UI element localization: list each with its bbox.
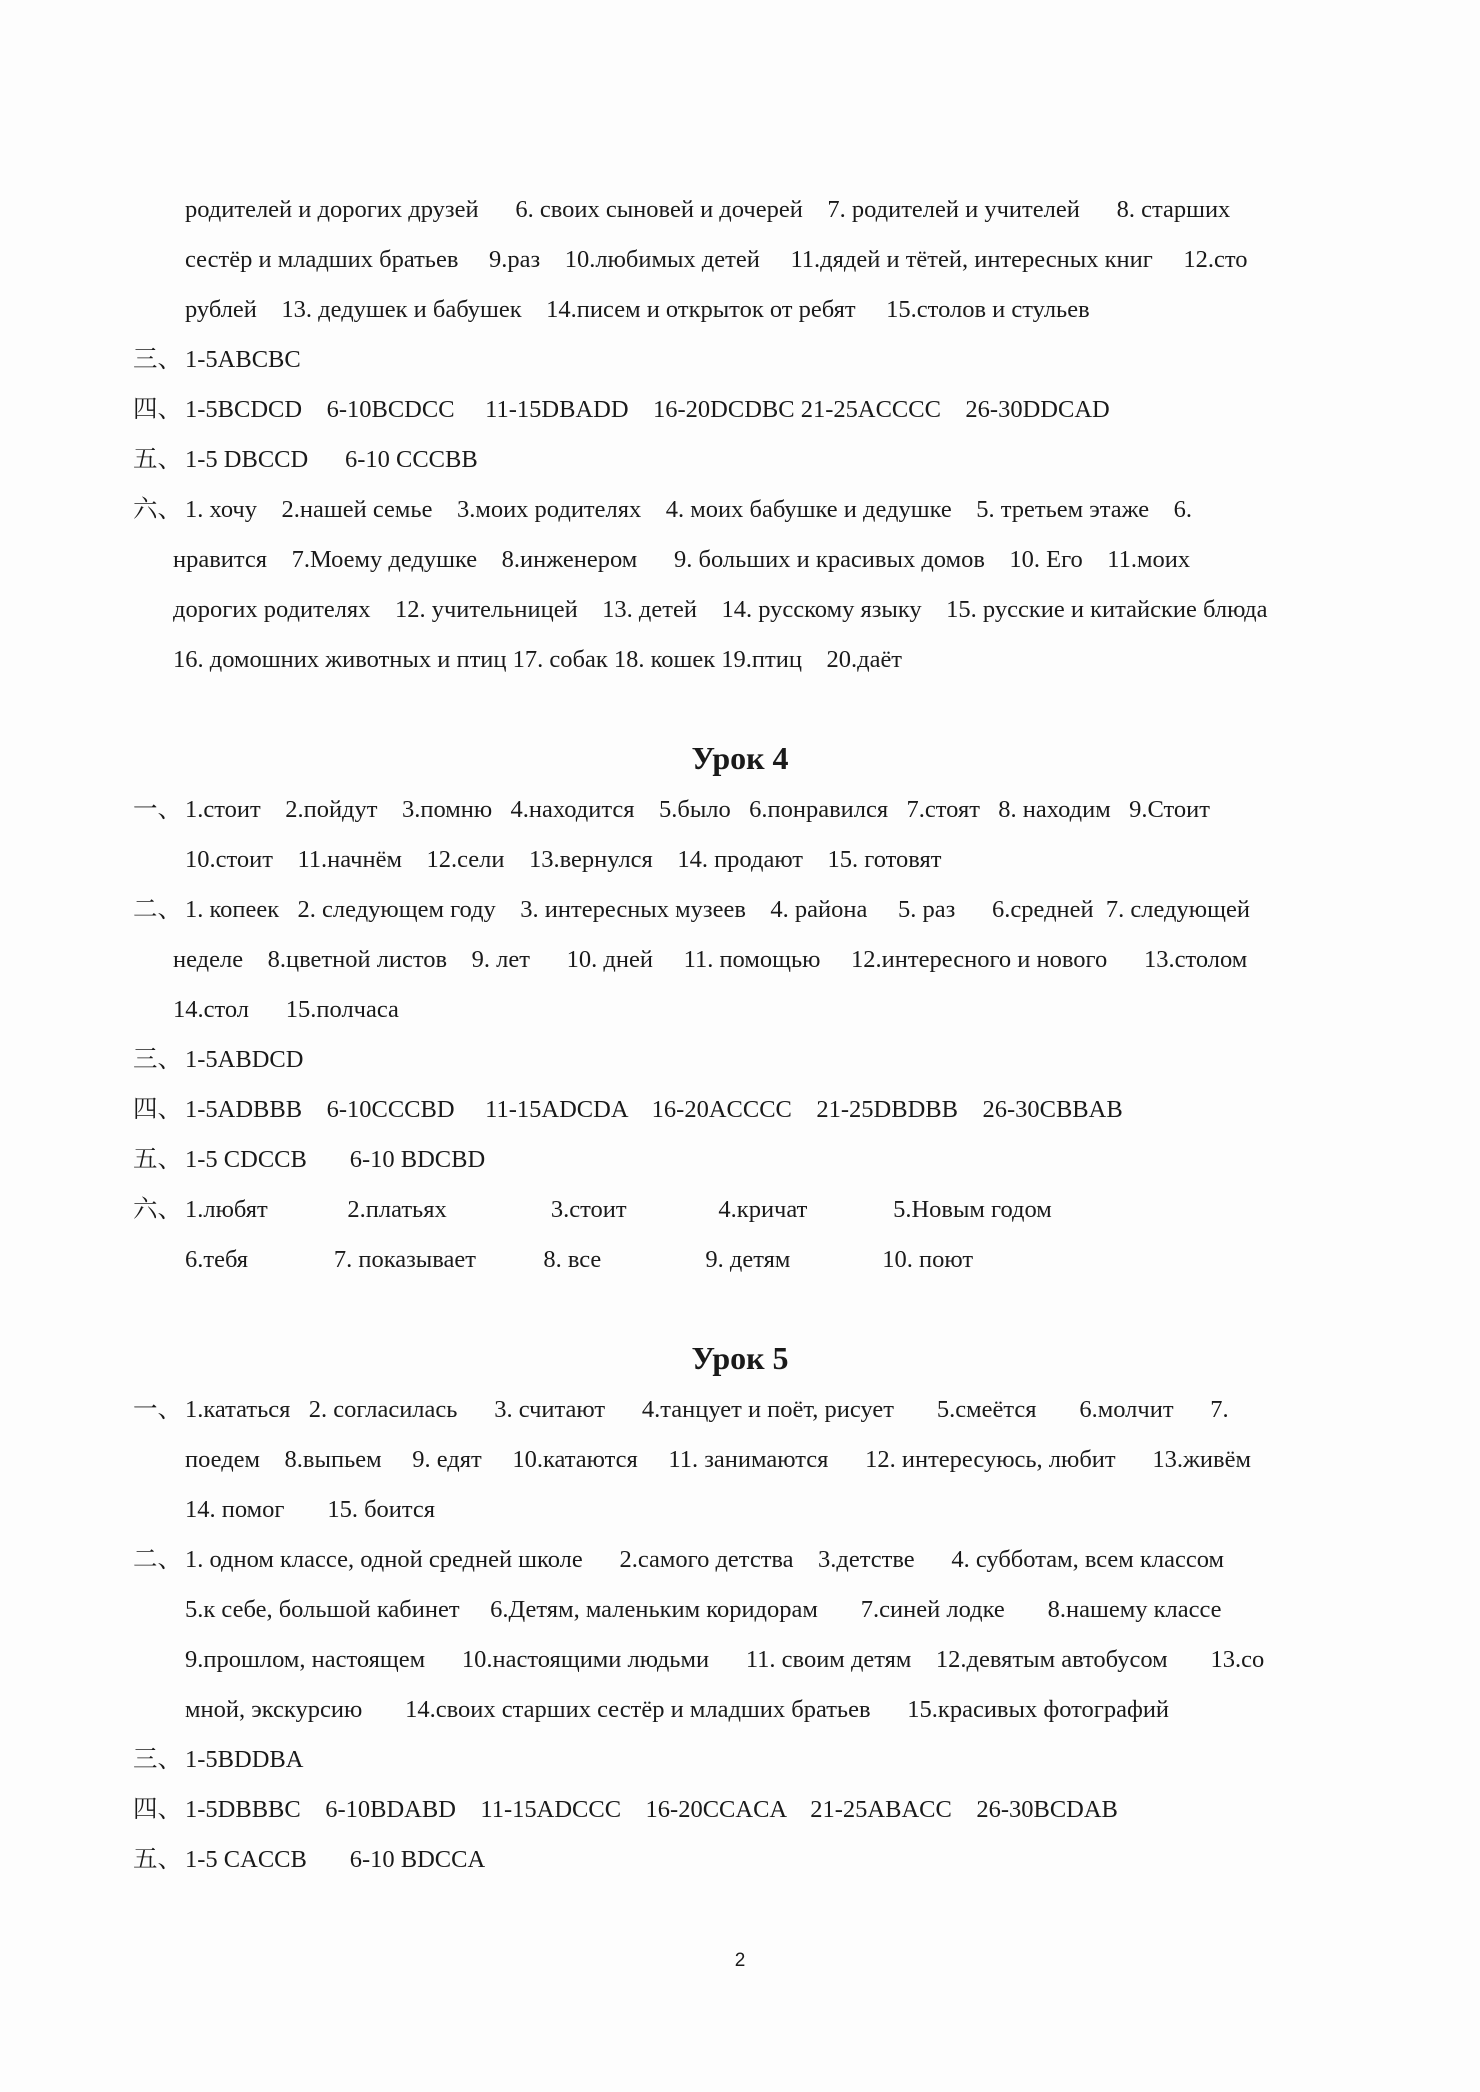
exercise-marker: 六、 — [133, 1196, 182, 1223]
l5-ex1-line-2: поедем 8.выпьем 9. едят 10.катаются 11. занимаются 12. интересуюсь, любит 13.живём — [185, 1446, 1251, 1473]
exercise-marker: 三、 — [133, 1746, 182, 1773]
l3-ex2-line-3: рублей 13. дедушек и бабушек 14.писем и открыток от ребят 15.столов и стульев — [185, 296, 1090, 323]
answer-text: 1. хочу 2.нашей семье 3.моих родителях 4. моих бабушке и дедушке 5. третьем этаже 6. — [185, 496, 1193, 523]
answer-text: 1-5ADBBB 6-10CCCBD 11-15ADCDA 16-20ACCCC 21-25DBDBB 26-30CBBAB — [185, 1096, 1123, 1123]
exercise-marker: 一、 — [133, 1396, 182, 1423]
l5-ex2-line-4: мной, экскурсию 14.своих старших сестёр и младших братьев 15.красивых фотографий — [185, 1696, 1170, 1723]
l3-ex2-line-1: родителей и дорогих друзей 6. своих сыновей и дочерей 7. родителей и учителей 8. старших — [185, 196, 1231, 223]
l3-ex2-line-2: сестёр и младших братьев 9.раз 10.любимых детей 11.дядей и тётей, интересных книг 12.сто — [185, 246, 1248, 273]
l4-ex1-line-2: 10.стоит 11.начнём 12.сели 13.вернулся 14. продают 15. готовят — [185, 846, 942, 873]
answer-text: 1-5ABDCD — [185, 1046, 304, 1073]
exercise-marker: 三、 — [133, 1046, 182, 1073]
exercise-marker: 二、 — [133, 896, 182, 923]
l4-ex2 — [133, 895, 1250, 925]
l5-ex1 — [133, 1395, 1229, 1425]
answer-text: 1-5 DBCCD 6-10 CCCBB — [185, 446, 478, 473]
exercise-marker: 六、 — [133, 496, 182, 523]
l5-ex2-line-2: 5.к себе, большой кабинет 6.Детям, маленьким коридорам 7.синей лодке 8.нашему классе — [185, 1596, 1222, 1623]
l4-ex4 — [133, 1095, 1123, 1125]
l3-ex3 — [133, 345, 301, 375]
lesson4-title: Урок 4 — [691, 740, 789, 776]
exercise-marker: 四、 — [133, 1096, 182, 1123]
l4-ex5 — [133, 1145, 485, 1175]
l5-ex2 — [133, 1545, 1224, 1575]
l3-ex6 — [133, 495, 1192, 525]
answer-text: 1. одном классе, одной средней школе 2.самого детства 3.детстве 4. субботам, всем классом — [185, 1546, 1224, 1573]
l4-ex6-line-2: 6.тебя 7. показывает 8. все 9. детям 10. поют — [185, 1246, 974, 1273]
answer-text: 1-5 CDCCB 6-10 BDCBD — [185, 1146, 486, 1173]
answer-text: 1-5BDDBA — [185, 1746, 304, 1773]
exercise-marker: 四、 — [133, 396, 182, 423]
answer-text: 1-5 CACCB 6-10 BDCCA — [185, 1846, 486, 1873]
l5-ex3 — [133, 1745, 303, 1775]
l5-ex5 — [133, 1845, 485, 1875]
l3-ex6-line-2: нравится 7.Моему дедушке 8.инженером 9. больших и красивых домов 10. Его 11.моих — [173, 546, 1191, 573]
answer-text: 1. копеек 2. следующем году 3. интересных музеев 4. района 5. раз 6.средней 7. следующей — [185, 896, 1250, 923]
answer-text: 1.любят 2.платьях 3.стоит 4.кричат 5.Новым годом — [185, 1196, 1052, 1223]
exercise-marker: 三、 — [133, 346, 182, 373]
l5-ex2-line-3: 9.прошлом, настоящем 10.настоящими людьми 11. своим детям 12.девятым автобусом 13.со — [185, 1646, 1265, 1673]
l3-ex6-line-3: дорогих родителях 12. учительницей 13. детей 14. русскому языку 15. русские и китайские блюда — [173, 596, 1268, 623]
exercise-marker: 五、 — [133, 446, 182, 473]
l4-ex6 — [133, 1195, 1052, 1225]
exercise-marker: 五、 — [133, 1146, 182, 1173]
answer-text: 1-5BCDCD 6-10BCDCC 11-15DBADD 16-20DCDBC 21-25ACCCC 26-30DDCAD — [185, 396, 1110, 423]
answer-text: 1.кататься 2. согласилась 3. считают 4.танцует и поёт, рисует 5.смеётся 6.молчит 7. — [185, 1396, 1229, 1423]
answer-text: 1-5DBBBC 6-10BDABD 11-15ADCCC 16-20CCACA 21-25ABACC 26-30BCDAB — [185, 1796, 1118, 1823]
l3-ex5 — [133, 445, 478, 475]
answer-text: 1-5ABCBC — [185, 346, 301, 373]
l4-ex1 — [133, 795, 1210, 825]
l3-ex6-line-4: 16. домошних животных и птиц 17. собак 18. кошек 19.птиц 20.даёт — [173, 646, 903, 673]
exercise-marker: 一、 — [133, 796, 182, 823]
answer-text: 1.стоит 2.пойдут 3.помню 4.находится 5.было 6.понравился 7.стоят 8. находим 9.Стоит — [185, 796, 1210, 823]
exercise-marker: 四、 — [133, 1796, 182, 1823]
exercise-marker: 五、 — [133, 1846, 182, 1873]
page-number: 2 — [734, 1950, 746, 1971]
l3-ex4 — [133, 395, 1110, 425]
l5-ex1-line-3: 14. помог 15. боится — [185, 1496, 436, 1523]
exercise-marker: 二、 — [133, 1546, 182, 1573]
l4-ex2-line-2: неделе 8.цветной листов 9. лет 10. дней 11. помощью 12.интересного и нового 13.столом — [173, 946, 1248, 973]
l5-ex4 — [133, 1795, 1118, 1825]
l4-ex2-line-3: 14.стол 15.полчаса — [173, 996, 399, 1023]
l4-ex3 — [133, 1045, 303, 1075]
lesson5-title: Урок 5 — [691, 1340, 789, 1376]
